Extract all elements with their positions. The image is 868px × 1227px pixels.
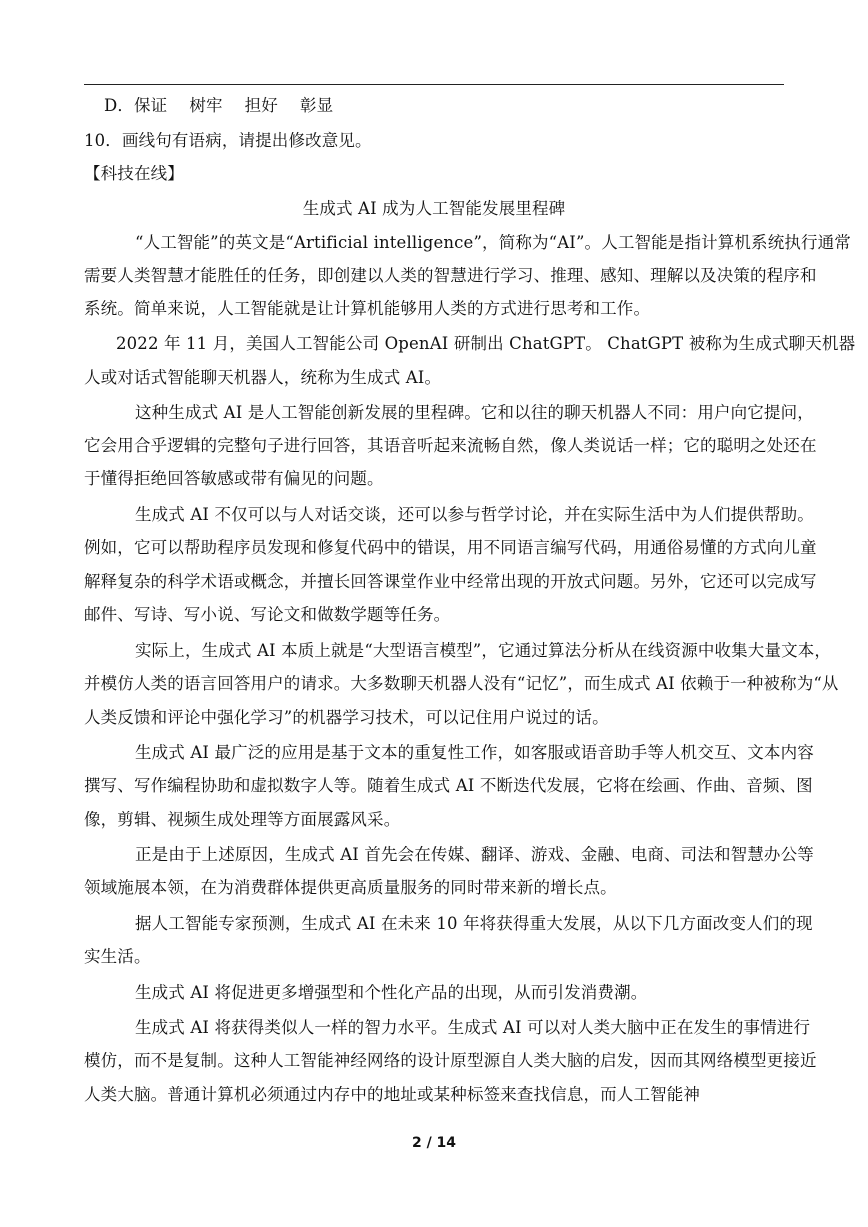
- paragraph-line: 例如，它可以帮助程序员发现和修复代码中的错误，用不同语言编写代码，用通俗易懂的方式向儿童: [84, 538, 817, 557]
- paragraph-line: 生成式 AI 将获得类似人一样的智力水平。生成式 AI 可以对人类大脑中正在发生的事情进行: [135, 1018, 811, 1037]
- header-rule: [84, 84, 784, 85]
- paragraph-line: 模仿，而不是复制。这种人工智能神经网络的设计原型源自人类大脑的启发，因而其网络模型更接近: [84, 1051, 817, 1070]
- paragraph-line: 需要人类智慧才能胜任的任务，即创建以人类的智慧进行学习、推理、感知、理解以及决策的程序和: [84, 266, 817, 285]
- paragraph-line: 人类大脑。普通计算机必须通过内存中的地址或某种标签来查找信息，而人工智能神: [84, 1085, 701, 1104]
- paragraph-line: 生成式 AI 最广泛的应用是基于文本的重复性工作，如客服或语音助手等人机交互、文本内容: [135, 743, 814, 762]
- paragraph-line: 人类反馈和评论中强化学习”的机器学习技术，可以记住用户说过的话。: [84, 708, 609, 727]
- paragraph-line: 系统。简单来说，人工智能就是让计算机能够用人类的方式进行思考和工作。: [84, 299, 651, 318]
- option-d-line: [104, 96, 804, 116]
- paragraph-line: 领域施展本领，在为消费群体提供更高质量服务的同时带来新的增长点。: [84, 878, 617, 897]
- paragraph-line: 这种生成式 AI 是人工智能创新发展的里程碑。它和以往的聊天机器人不同：用户向它提问，: [135, 403, 814, 422]
- paragraph-line: “人工智能”的英文是“Artificial intelligence”，简称为“AI”。人工智能是指计算机系统执行通常: [135, 233, 851, 252]
- paragraph-line: 邮件、写诗、写小说、写论文和做数学题等任务。: [84, 605, 451, 624]
- paragraph-line: 实生活。: [84, 947, 151, 966]
- section-heading: 【科技在线】: [84, 164, 184, 183]
- option-d-label: D．保证: [104, 96, 168, 115]
- page-number: 2 / 14: [411, 1135, 457, 1151]
- paragraph-line: 像，剪辑、视频生成处理等方面展露风采。: [84, 810, 401, 829]
- paragraph-line: 实际上，生成式 AI 本质上就是“大型语言模型”，它通过算法分析从在线资源中收集大量文本，: [135, 641, 832, 660]
- option-d-word-1: 树牢: [189, 96, 223, 115]
- paragraph-line: 它会用合乎逻辑的完整句子进行回答，其语音听起来流畅自然，像人类说话一样；它的聪明之处还在: [84, 436, 817, 455]
- paragraph-line: 并模仿人类的语言回答用户的请求。大多数聊天机器人没有“记忆”，而生成式 AI 依赖于一种被称为“从: [84, 674, 839, 693]
- question-10: 10．画线句有语病，请提出修改意见。: [84, 131, 372, 150]
- paragraph-line: 解释复杂的科学术语或概念，并擅长回答课堂作业中经常出现的开放式问题。另外，它还可以完成写: [84, 572, 817, 591]
- paragraph-line: 正是由于上述原因，生成式 AI 首先会在传媒、翻译、游戏、金融、电商、司法和智慧办公等: [135, 845, 814, 864]
- paragraph-line: 生成式 AI 不仅可以与人对话交谈，还可以参与哲学讨论，并在实际生活中为人们提供帮助。: [135, 505, 814, 524]
- paragraph-line: 于懂得拒绝回答敏感或带有偏见的问题。: [84, 469, 384, 488]
- paragraph-line: 撰写、写作编程协助和虚拟数字人等。随着生成式 AI 不断迭代发展，它将在绘画、作曲、音频、图: [84, 776, 813, 795]
- paragraph-line: 人或对话式智能聊天机器人，统称为生成式 AI。: [84, 368, 442, 387]
- paragraph-line: 2022 年 11 月，美国人工智能公司 OpenAI 研制出 ChatGPT。 ChatGPT 被称为生成式聊天机器: [116, 334, 856, 353]
- paragraph-line: 据人工智能专家预测，生成式 AI 在未来 10 年将获得重大发展，从以下几方面改变人们的现: [135, 914, 813, 933]
- option-d-word-3: 彰显: [299, 96, 334, 115]
- article-title: 生成式 AI 成为人工智能发展里程碑: [302, 199, 566, 218]
- option-d-word-2: 担好: [244, 96, 278, 115]
- paragraph-line: 生成式 AI 将促进更多增强型和个性化产品的出现，从而引发消费潮。: [135, 983, 648, 1002]
